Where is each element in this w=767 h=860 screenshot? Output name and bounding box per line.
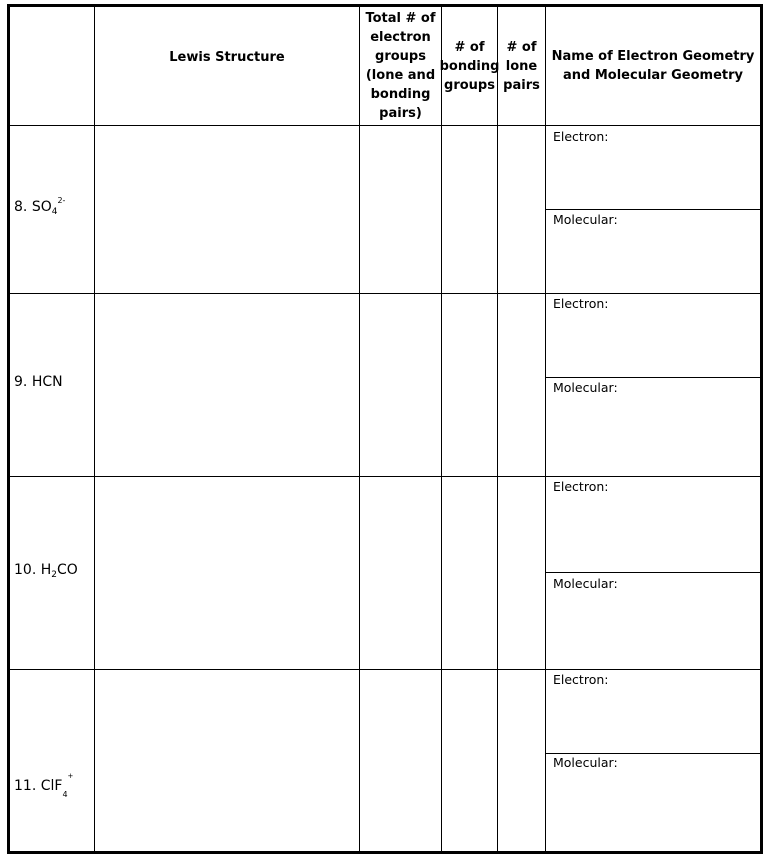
header-total-line-3: groups xyxy=(375,49,426,64)
header-bonding-line-1: # of xyxy=(454,39,485,55)
header-geometry-line-2: and Molecular Geometry xyxy=(562,68,743,83)
header-lewis-structure xyxy=(95,7,359,107)
molecular-label-10: Molecular: xyxy=(553,576,618,591)
electron-label-8: Electron: xyxy=(553,129,609,144)
header-geometry-line-1: Name of Electron Geometry xyxy=(551,49,755,64)
molecular-label-11: Molecular: xyxy=(553,755,618,770)
total-groups-cell-11[interactable] xyxy=(360,670,441,851)
formula-hcn: HCN xyxy=(31,374,63,390)
total-groups-cell-8[interactable] xyxy=(360,126,441,293)
row-number-10: 10. xyxy=(14,562,37,578)
lone-pairs-cell-9[interactable] xyxy=(498,294,545,476)
formula-h2co-post: CO xyxy=(56,562,78,578)
header-lone-line-3: pairs xyxy=(503,77,540,93)
header-lone-pairs xyxy=(498,7,545,125)
molecular-label-9: Molecular: xyxy=(553,380,618,395)
header-lone-line-1: # of xyxy=(506,39,537,55)
geometry-divider-8 xyxy=(545,209,762,210)
header-total-line-2: electron xyxy=(370,30,431,45)
electron-label-9: Electron: xyxy=(553,296,609,311)
header-total-line-5: bonding xyxy=(370,87,431,102)
bonding-groups-cell-9[interactable] xyxy=(442,294,497,476)
header-total-line-1: Total # of xyxy=(365,11,436,26)
header-bonding-groups xyxy=(439,7,500,125)
lone-pairs-cell-8[interactable] xyxy=(498,126,545,293)
table-border-left xyxy=(7,4,10,854)
molecular-label-8: Molecular: xyxy=(553,212,618,227)
formula-clf4-subscript: 4 xyxy=(62,790,68,799)
electron-label-11: Electron: xyxy=(553,672,609,687)
row-number-8: 8. xyxy=(14,199,28,215)
lone-pairs-cell-11[interactable] xyxy=(498,670,545,851)
total-groups-cell-10[interactable] xyxy=(360,477,441,669)
header-bonding-line-2: bonding xyxy=(439,58,500,74)
column-divider-5 xyxy=(545,4,546,854)
formula-so4-subscript: 4 xyxy=(51,207,58,217)
header-total-line-4: (lone and xyxy=(365,68,436,83)
formula-h2co-pre: H xyxy=(40,562,52,578)
lewis-structure-cell-9[interactable] xyxy=(95,294,359,476)
lewis-structure-cell-11[interactable] xyxy=(95,670,359,851)
bonding-groups-cell-8[interactable] xyxy=(442,126,497,293)
header-geometry-name xyxy=(546,7,760,125)
lone-pairs-cell-10[interactable] xyxy=(498,477,545,669)
electron-label-10: Electron: xyxy=(553,479,609,494)
geometry-divider-9 xyxy=(545,377,762,378)
header-lewis-structure-text: Lewis Structure xyxy=(169,49,285,65)
lewis-structure-cell-10[interactable] xyxy=(95,477,359,669)
formula-so4-main: SO xyxy=(31,199,52,215)
table-border-right xyxy=(760,4,763,854)
formula-so4-charge: 2- xyxy=(57,196,66,205)
header-bonding-line-3: groups xyxy=(444,77,495,93)
table-border-bottom xyxy=(7,851,762,854)
header-total-line-6: pairs) xyxy=(379,106,422,121)
formula-clf4-charge: + xyxy=(67,772,74,780)
header-total-electron-groups xyxy=(360,7,441,125)
row-number-9: 9. xyxy=(14,374,28,390)
row-label-so4 xyxy=(14,193,65,220)
bonding-groups-cell-11[interactable] xyxy=(442,670,497,851)
header-lone-line-2: lone xyxy=(505,58,538,74)
lewis-structure-cell-8[interactable] xyxy=(95,126,359,293)
geometry-divider-11 xyxy=(545,753,762,754)
row-number-11: 11. xyxy=(14,778,37,794)
row-label-h2co xyxy=(14,562,78,583)
bonding-groups-cell-10[interactable] xyxy=(442,477,497,669)
formula-clf4-main: ClF xyxy=(40,778,63,794)
geometry-divider-10 xyxy=(545,572,762,573)
formula-h2co-subscript: 2 xyxy=(51,570,57,580)
row-label-clf4 xyxy=(14,768,73,803)
total-groups-cell-9[interactable] xyxy=(360,294,441,476)
row-label-hcn xyxy=(14,374,63,390)
